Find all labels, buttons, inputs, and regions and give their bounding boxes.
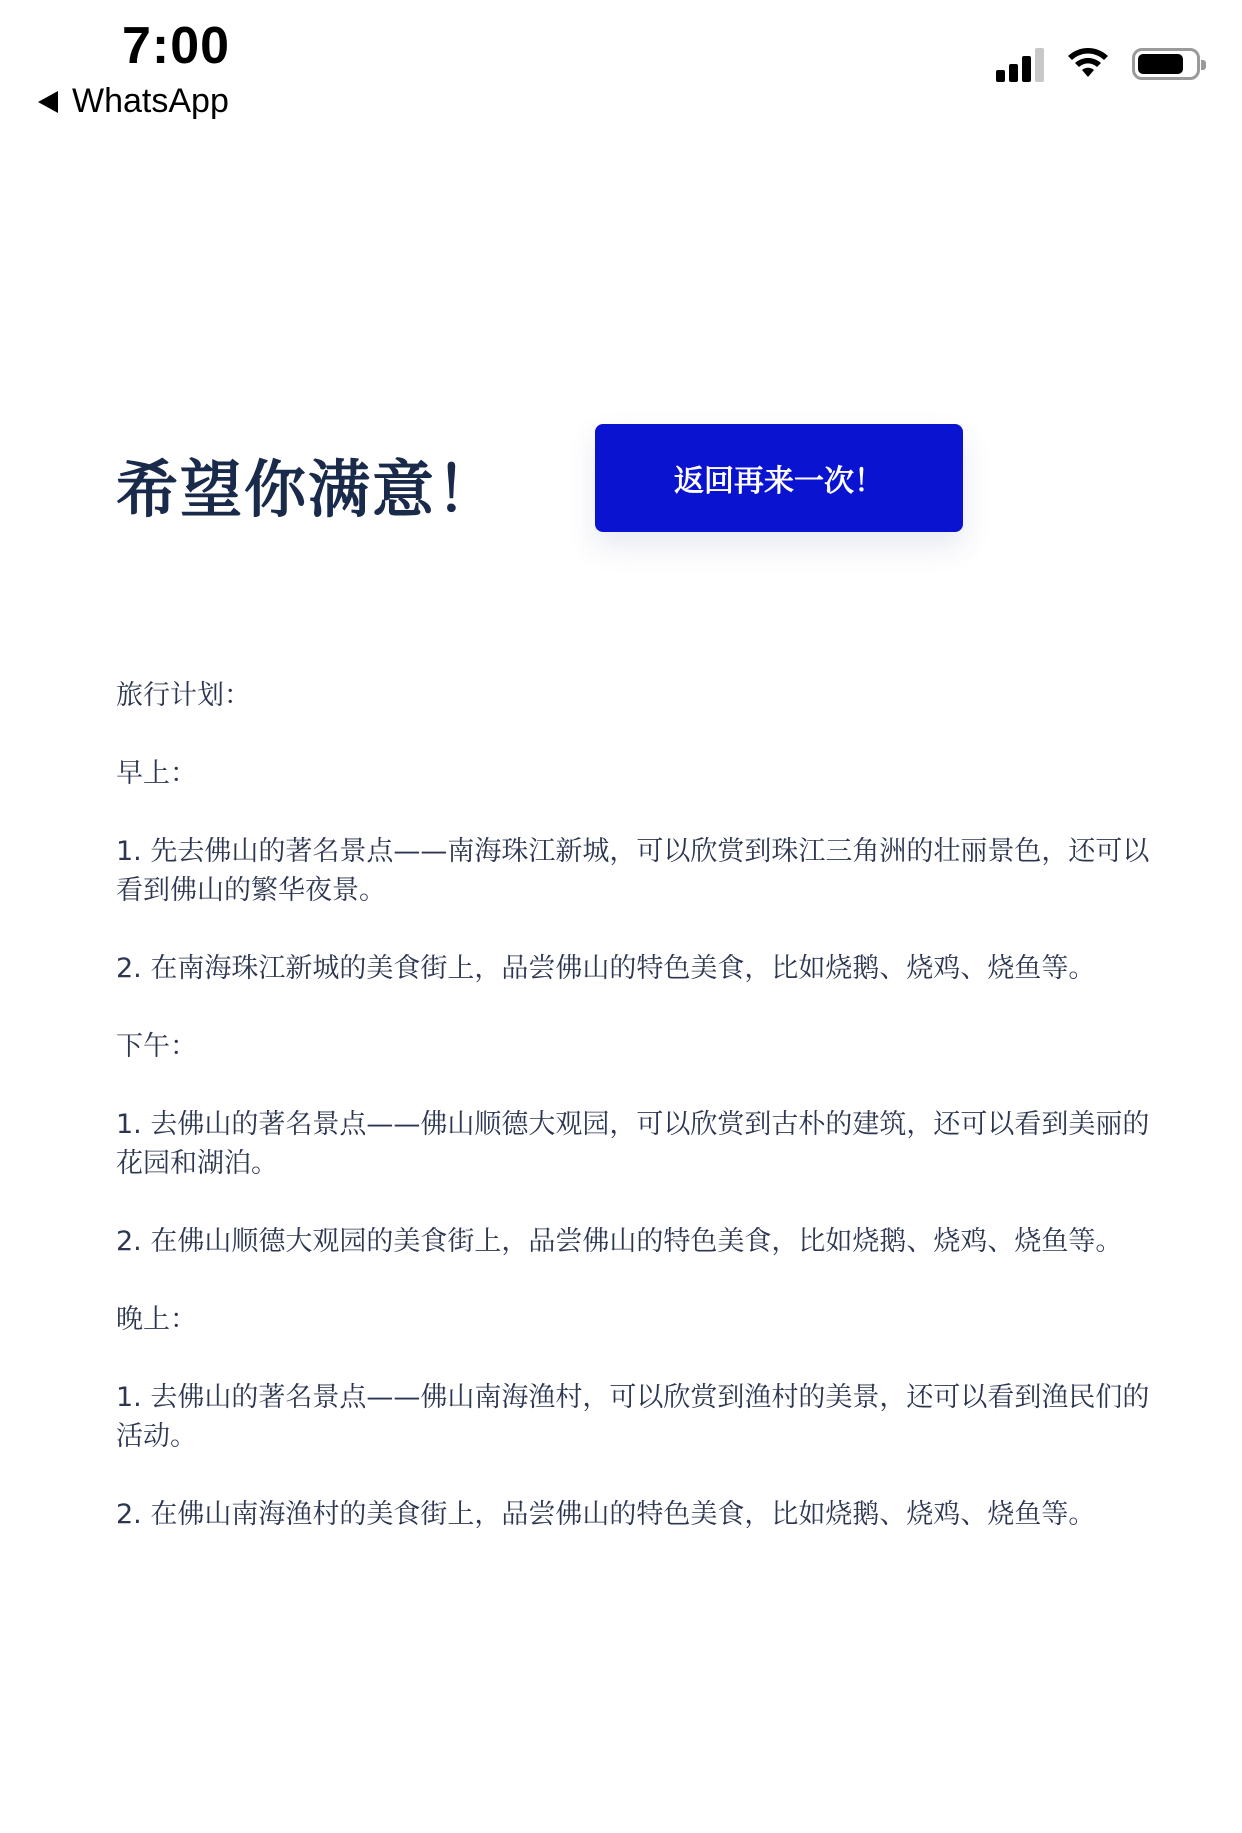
travel-plan (116, 676, 1156, 1573)
back-to-app-button[interactable] (38, 82, 229, 121)
retry-button[interactable]: 返回再来一次！ (595, 424, 963, 532)
status-time: 7:00 (122, 17, 231, 75)
battery-level (1138, 54, 1183, 74)
plan-item: 2. 在佛山南海渔村的美食街上，品尝佛山的特色美食，比如烧鹅、烧鸡、烧鱼等。 (116, 1499, 1096, 1530)
page-title: 希望你满意！ (116, 453, 501, 526)
status-icons (996, 46, 1200, 82)
cellular-signal-icon (996, 46, 1044, 82)
wifi-icon (1066, 47, 1110, 81)
back-app-label: WhatsApp (72, 82, 229, 120)
plan-item: 1. 先去佛山的著名景点——南海珠江新城，可以欣赏到珠江三角洲的壮丽景色，还可以看到佛山的繁华夜景。 (116, 836, 1150, 906)
plan-item: 2. 在佛山顺德大观园的美食街上，品尝佛山的特色美食，比如烧鹅、烧鸡、烧鱼等。 (116, 1226, 1123, 1257)
status-bar (0, 0, 1242, 140)
battery-icon (1132, 48, 1200, 80)
plan-item: 1. 去佛山的著名景点——佛山南海渔村，可以欣赏到渔村的美景，还可以看到渔民们的活动。 (116, 1382, 1150, 1452)
plan-item: 1. 去佛山的著名景点——佛山顺德大观园，可以欣赏到古朴的建筑，还可以看到美丽的花园和湖泊。 (116, 1109, 1150, 1179)
back-arrow-icon (38, 91, 58, 113)
plan-item: 2. 在南海珠江新城的美食街上，品尝佛山的特色美食，比如烧鹅、烧鸡、烧鱼等。 (116, 953, 1096, 984)
section-label-morning: 早上： (116, 758, 197, 789)
section-label-evening: 晚上： (116, 1304, 197, 1335)
section-label-afternoon: 下午： (116, 1031, 197, 1062)
plan-heading: 旅行计划： (116, 680, 251, 711)
